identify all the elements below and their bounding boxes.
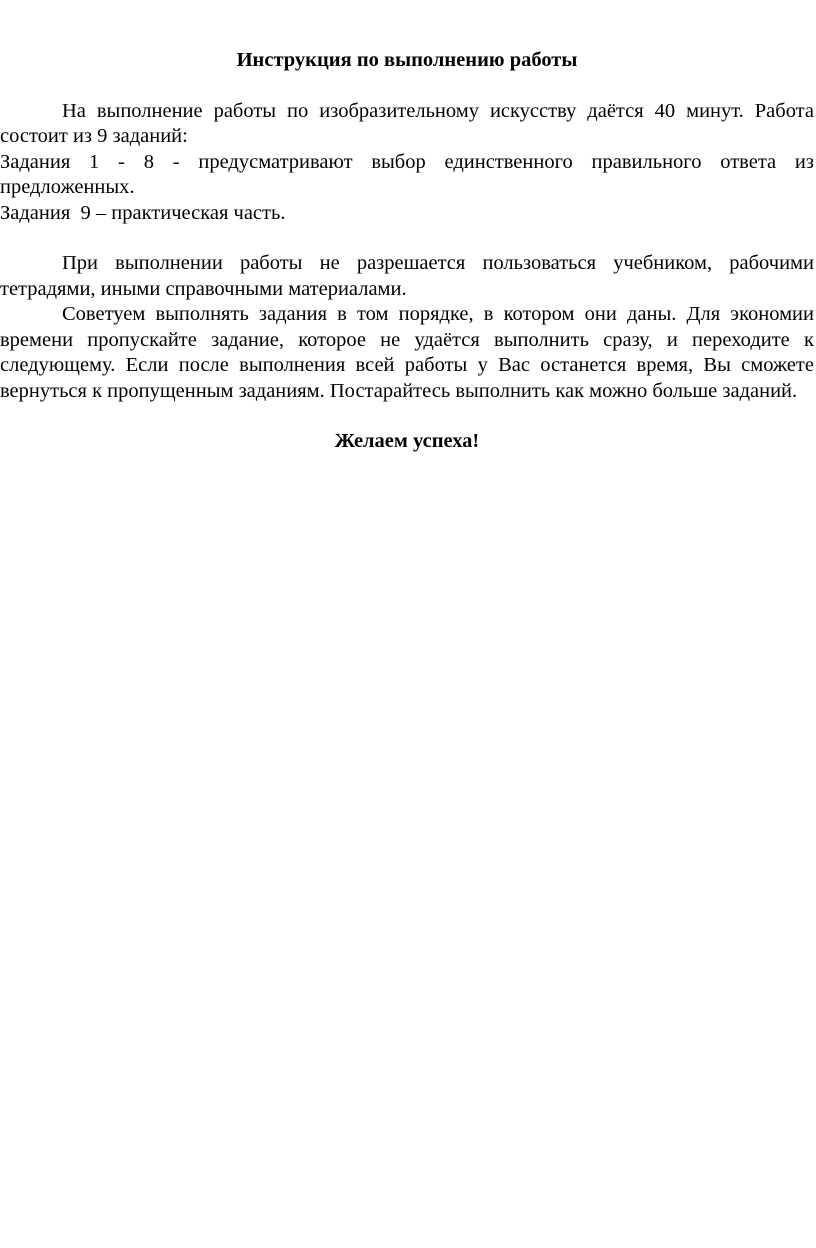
closing-wish: Желаем успеха! bbox=[334, 430, 480, 452]
document-title: Инструкция по выполнению работы bbox=[236, 49, 578, 71]
tasks-1-8-paragraph: Задания 1 - 8 - предусматривают выбор единственного правильного ответа из предложенных. bbox=[0, 150, 814, 198]
document-body bbox=[0, 48, 814, 455]
spacer bbox=[0, 74, 814, 99]
advice-paragraph: Советуем выполнять задания в том порядке, в котором они даны. Для экономии времени пропускайте задание, которое не удаётся выполнить сразу, и переходите к следующему. Если после выполнения всей работы у Вас останется время, Вы сможете вернуться к пропущенным заданиям. Постарайтесь выполнить как можно больше заданий. bbox=[0, 303, 814, 402]
intro-paragraph: На выполнение работы по изобразительному искусству даётся 40 минут. Работа состоит из 9 заданий: bbox=[0, 99, 814, 147]
rules-paragraph: При выполнении работы не разрешается пользоваться учебником, рабочими тетрадями, иными справочными материалами. bbox=[0, 252, 814, 300]
spacer bbox=[0, 226, 814, 251]
task-9-paragraph: Задания 9 – практическая часть. bbox=[0, 201, 286, 224]
spacer bbox=[0, 404, 814, 429]
